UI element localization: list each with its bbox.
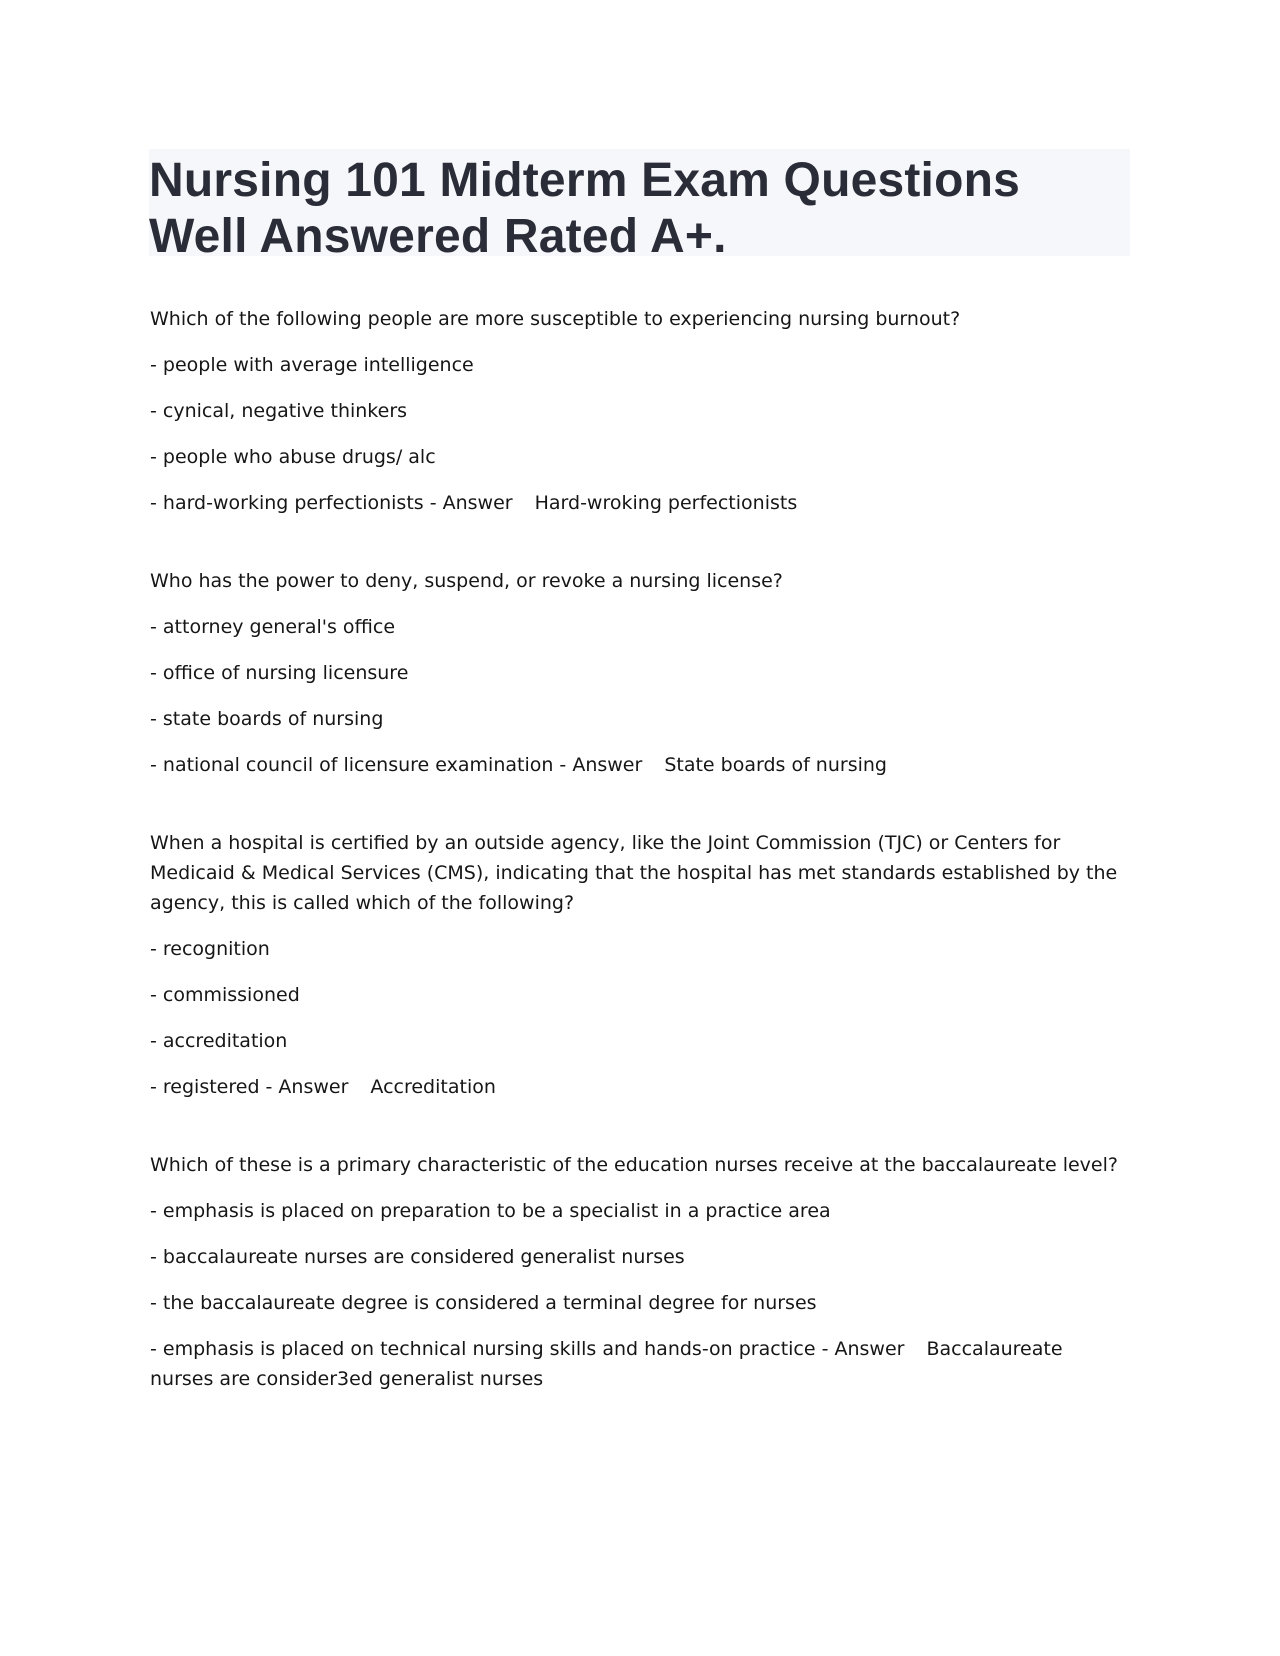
answer-option: - people with average intelligence [150, 354, 474, 376]
correct-answer: State boards of nursing [664, 754, 887, 776]
answer-option: - recognition [150, 938, 270, 960]
title-banner [149, 149, 1130, 263]
answer-option: - national council of licensure examination - Answer [150, 754, 643, 776]
question-text: Which of these is a primary characteristic of the education nurses receive at the baccalaureate level? [150, 1154, 1118, 1176]
answer-option: - emphasis is placed on preparation to be a specialist in a practice area [150, 1200, 831, 1222]
answer-option: - state boards of nursing [150, 708, 384, 730]
correct-answer: Hard-wroking perfectionists [534, 492, 798, 514]
question-block [150, 304, 1130, 518]
document-page [150, 149, 1130, 1394]
answer-option: - commissioned [150, 984, 300, 1006]
answer-option: - baccalaureate nurses are considered generalist nurses [150, 1246, 685, 1268]
answer-option: - accreditation [150, 1030, 288, 1052]
answer-option: - hard-working perfectionists - Answer [150, 492, 513, 514]
question-block [150, 828, 1130, 1102]
answer-line [150, 488, 1130, 518]
correct-answer: Baccalaureate nurses are consider3ed generalist nurses [150, 1338, 1063, 1390]
answer-option: - cynical, negative thinkers [150, 400, 408, 422]
question-block [150, 566, 1130, 780]
answer-line [150, 1334, 1130, 1394]
answer-line [150, 750, 1130, 780]
answer-option: - attorney general's office [150, 616, 396, 638]
answer-option: - emphasis is placed on technical nursing skills and hands-on practice - Answer [150, 1338, 905, 1360]
document-title: Nursing 101 Midterm Exam Questions Well Answered Rated A+. [149, 154, 1021, 263]
answer-option: - registered - Answer [150, 1076, 349, 1098]
question-text: Who has the power to deny, suspend, or revoke a nursing license? [150, 570, 783, 592]
answer-option: - office of nursing licensure [150, 662, 409, 684]
correct-answer: Accreditation [370, 1076, 496, 1098]
question-text: Which of the following people are more susceptible to experiencing nursing burnout? [150, 308, 961, 330]
question-text: When a hospital is certified by an outside agency, like the Joint Commission (TJC) or Centers for Medicaid & Medical Services (CMS), indicating that the hospital has met standards established by the agency, this is called which of the following? [150, 832, 1118, 914]
answer-option: - the baccalaureate degree is considered a terminal degree for nurses [150, 1292, 817, 1314]
question-block [150, 1150, 1130, 1394]
answer-line [150, 1072, 1130, 1102]
answer-option: - people who abuse drugs/ alc [150, 446, 436, 468]
